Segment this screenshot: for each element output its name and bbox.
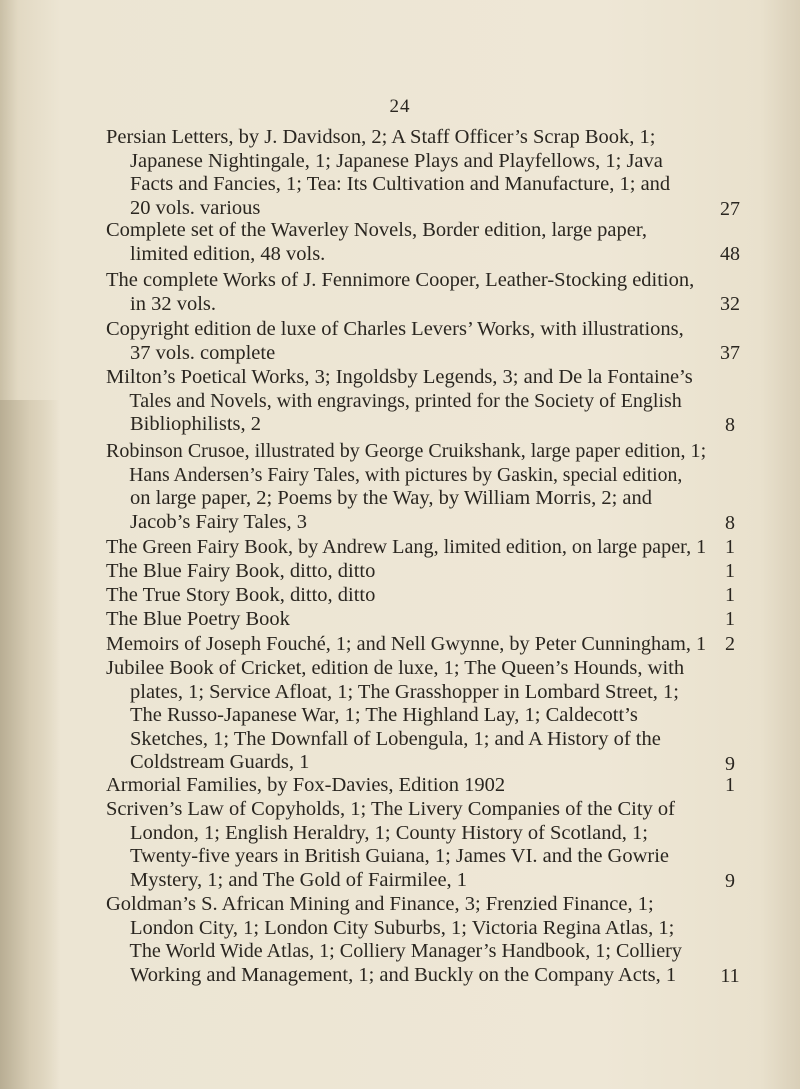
- lot-price: 37: [720, 342, 740, 364]
- lot-price: 1: [725, 584, 735, 606]
- lot-price: 1: [725, 560, 735, 582]
- lot-description-line: Memoirs of Joseph Fouché, 1; and Nell Gwynne, by Peter Cunningham, 1: [106, 633, 707, 655]
- lot-description-line: Hans Andersen’s Fairy Tales, with pictures by Gaskin, special edition,: [129, 463, 683, 486]
- lot-description: [106, 633, 707, 657]
- lot-description: [106, 440, 707, 534]
- lot-description: [106, 584, 701, 608]
- lot-price: 9: [725, 753, 735, 775]
- page-number: 24: [389, 96, 411, 117]
- lot-price: 27: [720, 198, 740, 220]
- lot-description-line: The Blue Fairy Book, ditto, ditto: [106, 560, 376, 582]
- lot-description-line: 37 vols. complete: [130, 341, 276, 364]
- lot-description: [106, 774, 701, 798]
- lot-price: 8: [725, 512, 735, 534]
- lot-description: [106, 536, 707, 560]
- lot-description-line: The complete Works of J. Fennimore Cooper, Leather-Stocking edition,: [106, 269, 695, 291]
- page-edge-shadow: [0, 400, 60, 1089]
- lot-description-line: Goldman’s S. African Mining and Finance, 3; Frenzied Finance, 1;: [106, 893, 654, 915]
- lot-description-line: Jubilee Book of Cricket, edition de luxe, 1; The Queen’s Hounds, with: [106, 657, 685, 679]
- lot-description-line: The Blue Poetry Book: [106, 608, 290, 630]
- lot-description-line: Coldstream Guards, 1: [130, 751, 310, 773]
- lot-description-line: on large paper, 2; Poems by the Way, by William Morris, 2; and: [130, 487, 653, 509]
- lot-description-line: Armorial Families, by Fox-Davies, Edition 1902: [106, 774, 506, 796]
- lot-description-line: Mystery, 1; and The Gold of Fairmilee, 1: [130, 868, 468, 891]
- lot-description: [106, 219, 701, 266]
- lot-price: 2: [725, 633, 735, 655]
- lot-description-line: London, 1; English Heraldry, 1; County History of Scotland, 1;: [130, 821, 648, 844]
- lot-description: [106, 366, 701, 437]
- lot-description-line: Milton’s Poetical Works, 3; Ingoldsby Legends, 3; and De la Fontaine’s: [106, 366, 693, 388]
- lot-description-line: Scriven’s Law of Copyholds, 1; The Livery Companies of the City of: [106, 798, 675, 820]
- lot-description-line: Sketches, 1; The Downfall of Lobengula, 1; and A History of the: [130, 727, 661, 750]
- lot-description-line: plates, 1; Service Afloat, 1; The Grasshopper in Lombard Street, 1;: [130, 680, 680, 703]
- lot-price: 32: [720, 293, 740, 315]
- lot-description-line: Robinson Crusoe, illustrated by George Cruikshank, large paper edition, 1;: [106, 440, 707, 462]
- lot-price: 1: [725, 774, 735, 796]
- lot-description-line: London City, 1; London City Suburbs, 1; Victoria Regina Atlas, 1;: [130, 916, 675, 939]
- lot-description: [106, 657, 701, 775]
- lot-description-line: Persian Letters, by J. Davidson, 2; A Staff Officer’s Scrap Book, 1;: [106, 126, 656, 148]
- lot-description: [106, 798, 701, 892]
- lot-description-line: Twenty-five years in British Guiana, 1; James VI. and the Gowrie: [130, 845, 670, 867]
- lot-price: 8: [725, 414, 735, 436]
- lot-description: [106, 318, 701, 365]
- lot-description-line: Jacob’s Fairy Tales, 3: [130, 510, 307, 533]
- lot-price: 1: [725, 536, 735, 558]
- lot-description-line: Facts and Fancies, 1; Tea: Its Cultivation and Manufacture, 1; and: [130, 173, 671, 195]
- lot-description-line: Japanese Nightingale, 1; Japanese Plays and Playfellows, 1; Java: [130, 149, 663, 172]
- lot-description-line: The True Story Book, ditto, ditto: [106, 584, 376, 606]
- lot-price: 9: [725, 870, 735, 892]
- lot-description-line: Bibliophilists, 2: [130, 413, 261, 435]
- lot-description-line: limited edition, 48 vols.: [130, 242, 326, 265]
- lot-description: [106, 126, 701, 220]
- lot-description-line: in 32 vols.: [130, 292, 216, 315]
- lot-description-line: The Green Fairy Book, by Andrew Lang, limited edition, on large paper, 1: [106, 536, 707, 558]
- lot-description-line: Complete set of the Waverley Novels, Border edition, large paper,: [106, 219, 647, 241]
- lot-description-line: Tales and Novels, with engravings, printed for the Society of English: [129, 389, 682, 412]
- lot-description: [106, 893, 701, 987]
- lot-description: [106, 269, 701, 316]
- lot-description-line: Working and Management, 1; and Buckly on the Company Acts, 1: [130, 963, 677, 986]
- lot-description-line: 20 vols. various: [130, 196, 261, 219]
- lot-description: [106, 560, 701, 584]
- lot-description-line: The World Wide Atlas, 1; Colliery Manager’s Handbook, 1; Colliery: [129, 940, 682, 962]
- lot-description: [106, 608, 701, 632]
- lot-price: 1: [725, 608, 735, 630]
- lot-description-line: Copyright edition de luxe of Charles Levers’ Works, with illustrations,: [106, 318, 684, 340]
- lot-description-line: The Russo-Japanese War, 1; The Highland Lay, 1; Caldecott’s: [130, 704, 638, 726]
- lot-price: 48: [720, 243, 740, 265]
- lot-price: 11: [720, 965, 740, 987]
